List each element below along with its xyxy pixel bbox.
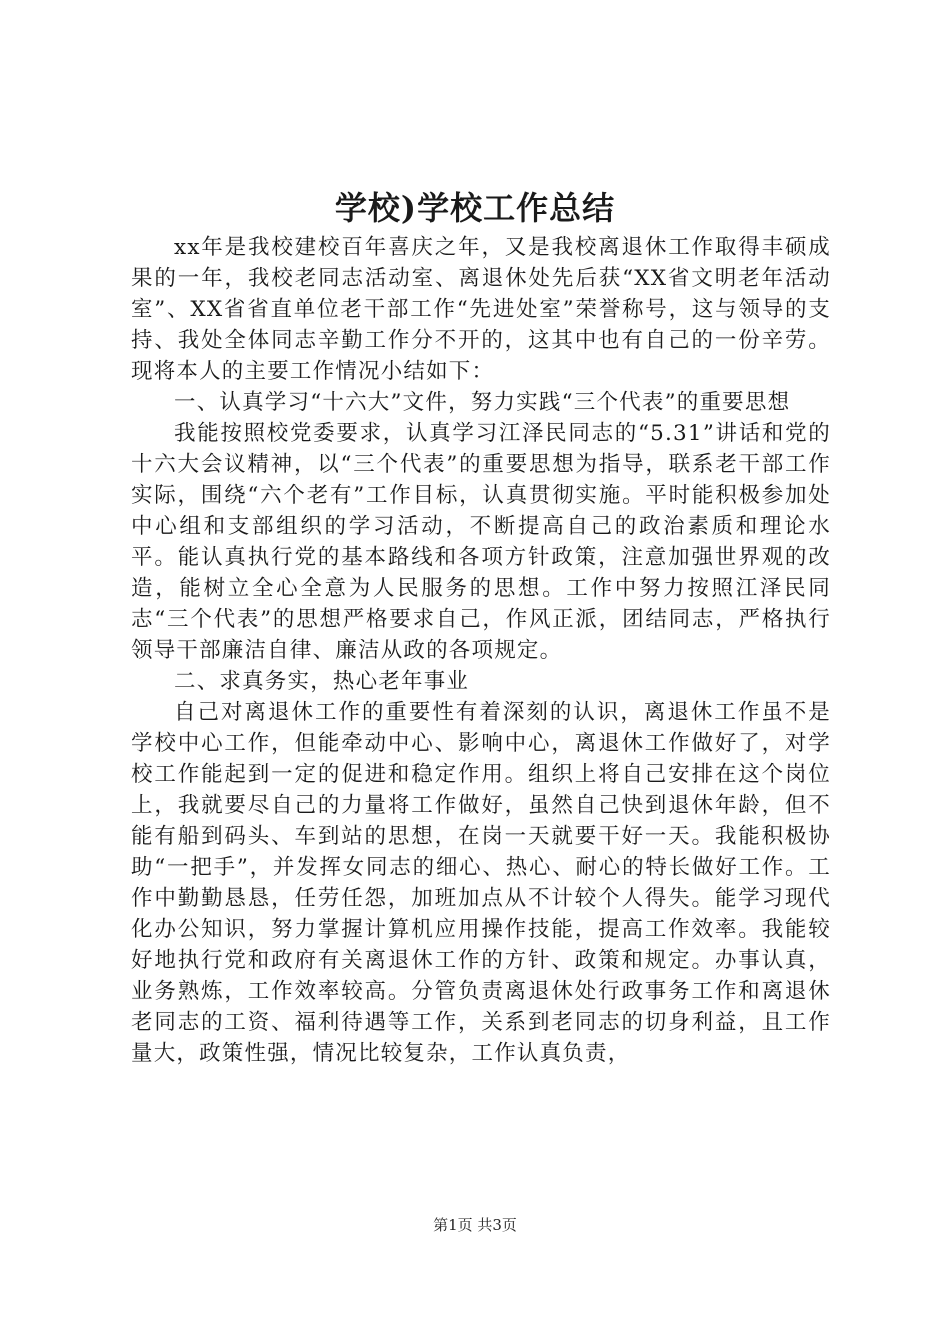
document-title: 学校)学校工作总结 (334, 189, 616, 227)
paragraph-intro: xx年是我校建校百年喜庆之年，又是我校离退休工作取得丰硕成果的一年，我校老同志活动室、离退休处先后获“XX省文明老年活动室”、XX省省直单位老干部工作“先进处室”荣誉称号，这与领导的支持、我处全体同志辛勤工作分不开的，这其中也有自己的一份辛劳。现将本人的主要工作情况小结如下： (131, 235, 831, 384)
paragraph-section-2: 自己对离退休工作的重要性有着深刻的认识，离退休工作虽不是学校中心工作，但能牵动中心、影响中心，离退休工作做好了，对学校工作能起到一定的促进和稳定作用。组织上将自己安排在这个岗位上，我就要尽自己的力量将工作做好，虽然自己快到退休年龄，但不能有船到码头、车到站的思想，在岗一天就要干好一天。我能积极协助“一把手”，并发挥女同志的细心、热心、耐心的特长做好工作。工作中勤勤恳恳，任劳任怨，加班加点从不计较个人得失。能学习现代化办公知识，努力掌握计算机应用操作技能，提高工作效率。我能较好地执行党和政府有关离退休工作的方针、政策和规定。办事认真，业务熟炼，工作效率较高。分管负责离退休处行政事务工作和离退休老同志的工资、福利待遇等工作，关系到老同志的切身利益，且工作量大，政策性强，情况比较复杂，工作认真负责， (131, 700, 831, 1066)
section-heading-2: 二、求真务实，热心老年事业 (174, 669, 470, 694)
page-number-footer: 第1页 共3页 (433, 1216, 517, 1234)
section-heading-1: 一、认真学习“十六大”文件，努力实践“三个代表”的重要思想 (174, 390, 791, 415)
paragraph-section-1: 我能按照校党委要求，认真学习江泽民同志的“5.31”讲话和党的十六大会议精神，以“三个代表”的重要思想为指导，联系老干部工作实际，围绕“六个老有”工作目标，认真贯彻实施。平时能积极参加处中心组和支部组织的学习活动，不断提高自己的政治素质和理论水平。能认真执行党的基本路线和各项方针政策，注意加强世界观的改造，能树立全心全意为人民服务的思想。工作中努力按照江泽民同志“三个代表”的思想严格要求自己，作风正派，团结同志，严格执行领导干部廉洁自律、廉洁从政的各项规定。 (131, 421, 831, 663)
document-body (131, 232, 831, 1069)
